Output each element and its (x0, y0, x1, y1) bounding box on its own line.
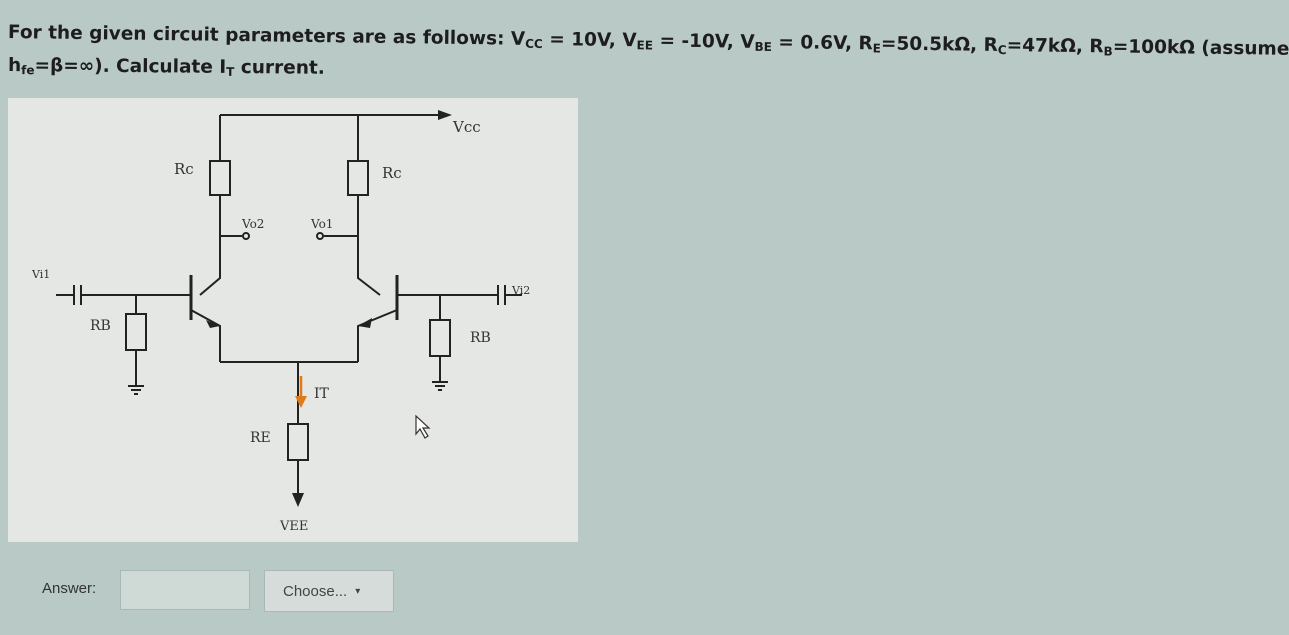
rb-left-label: RB (90, 318, 111, 334)
vi2-label: Vi2 (512, 284, 531, 297)
rb-left-resistor (126, 314, 146, 350)
vi2-capacitor (498, 285, 505, 305)
circuit-svg (8, 98, 578, 542)
answer-label: Answer: (42, 580, 97, 597)
vcc-arrow (438, 110, 452, 120)
re-resistor (288, 424, 308, 460)
circuit-diagram (8, 98, 578, 542)
unit-select-value: Choose... (283, 582, 348, 600)
vo1-label: Vo1 (311, 217, 334, 231)
question-line-1: For the given circuit parameters are as follows: $V_{CC} = 10V$, $V_{EE} = -10V$, $V_{BE} = 0.6V$, $R_E=50.5k\Omega$, $R_C=47k\Omega$, $R_B=100k\Omega$ (assume (7, 22, 1289, 60)
answer-input[interactable] (120, 570, 250, 610)
vcc-label: Vcc (453, 118, 481, 136)
it-label: IT (314, 386, 329, 402)
rc-right-resistor (348, 161, 368, 195)
rb-right-label: RB (470, 330, 491, 346)
question-line-2: $h_{fe}=\beta=\infty$). Calculate $I_T$ current. (7, 55, 325, 79)
chevron-updown-icon: ▾ (355, 585, 361, 597)
rc-left-label: Rc (174, 160, 194, 178)
rc-left-resistor (210, 161, 230, 195)
it-current-arrow (295, 376, 307, 408)
re-label: RE (250, 430, 271, 446)
vi1-capacitor (74, 285, 81, 305)
mouse-cursor-icon (416, 416, 429, 438)
vee-arrow (292, 493, 304, 507)
unit-select[interactable] (264, 570, 394, 612)
vi1-label: Vi1 (32, 268, 51, 281)
rc-right-label: Rc (382, 164, 402, 182)
vo2-label: Vo2 (242, 217, 265, 231)
rb-right-resistor (430, 320, 450, 356)
vee-label: VEE (280, 519, 309, 534)
